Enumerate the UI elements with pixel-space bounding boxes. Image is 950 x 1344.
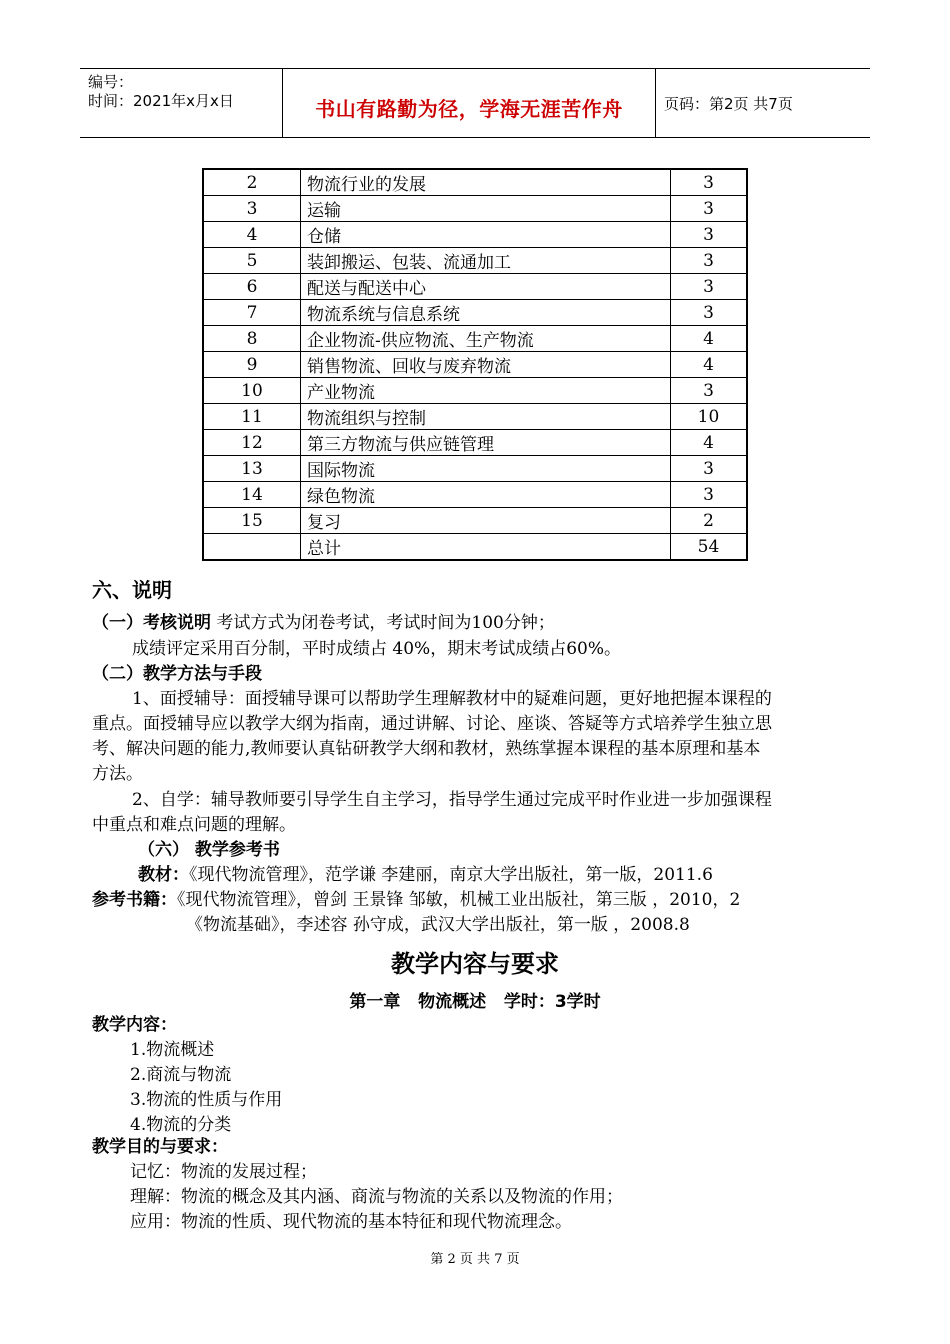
textbook-line: [138, 862, 713, 888]
refbook-line: [92, 887, 740, 913]
refbook-text-1: 《现代物流管理》，曾剑 王景锋 邹敏，机械工业出版社，第三版 ，2010，2: [177, 890, 741, 910]
table-row: [203, 456, 747, 482]
page-header: [80, 68, 870, 138]
row-topic: 配送与配送中心: [301, 274, 671, 300]
motto: 书山有路勤为径，学海无涯苦作舟: [315, 97, 623, 121]
table-row: [203, 274, 747, 300]
goal-item: 应用：物流的性质、现代物流的基本特征和现代物流理念。: [130, 1212, 572, 1232]
textbook-text: 《现代物流管理》，范学谦 李建丽，南京大学出版社，第一版，2011.6: [189, 865, 713, 885]
table-row: [203, 169, 747, 196]
list-item: 4.物流的分类: [130, 1115, 232, 1135]
row-topic: 国际物流: [301, 456, 671, 482]
row-hours: 2: [671, 508, 748, 534]
row-number: 4: [203, 222, 301, 248]
method-p2-l1: 2、自学：辅导教师要引导学生自主学习，指导学生通过完成平时作业进一步加强课程: [132, 790, 772, 810]
header-page-cell: [656, 69, 870, 137]
row-topic: 物流行业的发展: [301, 169, 671, 196]
method-p1-l4: 方法。: [92, 764, 143, 784]
row-topic: 销售物流、回收与废弃物流: [301, 352, 671, 378]
row-number: 13: [203, 456, 301, 482]
row-number: 7: [203, 300, 301, 326]
row-number: 8: [203, 326, 301, 352]
row-hours: 10: [671, 404, 748, 430]
refbook-text-2: 《物流基础》，李述容 孙守成，武汉大学出版社，第一版 ，2008.8: [186, 915, 690, 935]
row-hours: 3: [671, 378, 748, 404]
list-item: 2.商流与物流: [130, 1065, 232, 1085]
row-number: 11: [203, 404, 301, 430]
exam-line: [92, 610, 555, 636]
row-topic: 绿色物流: [301, 482, 671, 508]
row-hours: 4: [671, 352, 748, 378]
row-hours: 4: [671, 430, 748, 456]
method-p1-l3: 考、解决问题的能力,教师要认真钻研教学大纲和教材，熟练掌握本课程的基本原理和基本: [92, 739, 761, 759]
grade-text: 成绩评定采用百分制，平时成绩占 40%，期末考试成绩占60%。: [132, 639, 621, 659]
refbook-label: 参考书籍：: [92, 890, 177, 910]
table-row: [203, 534, 747, 561]
row-number: 12: [203, 430, 301, 456]
row-hours: 3: [671, 482, 748, 508]
table-row: [203, 508, 747, 534]
method-p1-l2: 重点。面授辅导应以教学大纲为指南，通过讲解、讨论、座谈、答疑等方式培养学生独立思: [92, 714, 772, 734]
method-p1-l1: 1、面授辅导：面授辅导课可以帮助学生理解教材中的疑难问题，更好地把握本课程的: [132, 689, 772, 709]
row-number: 6: [203, 274, 301, 300]
row-hours: 3: [671, 222, 748, 248]
table-row: [203, 404, 747, 430]
content-label: 教学内容：: [92, 1015, 177, 1035]
exam-text: 考试方式为闭卷考试，考试时间为100分钟；: [216, 613, 555, 633]
section-heading: 六、说明: [92, 578, 172, 602]
row-hours: 3: [671, 169, 748, 196]
row-hours: 3: [671, 196, 748, 222]
row-topic: 产业物流: [301, 378, 671, 404]
header-motto-cell: [283, 69, 656, 137]
row-topic: 物流组织与控制: [301, 404, 671, 430]
row-hours: 3: [671, 274, 748, 300]
row-topic: 总计: [301, 534, 671, 561]
row-hours: 4: [671, 326, 748, 352]
time-label: 时间：2021年x月x日: [88, 92, 234, 110]
number-label: 编号：: [88, 73, 134, 91]
table-row: [203, 222, 747, 248]
list-item: 1.物流概述: [130, 1040, 215, 1060]
exam-label: （一）考核说明: [92, 613, 211, 633]
table-row: [203, 482, 747, 508]
row-number: 14: [203, 482, 301, 508]
row-number: 10: [203, 378, 301, 404]
page-footer: 第 2 页 共 7 页: [430, 1252, 520, 1267]
row-topic: 装卸搬运、包装、流通加工: [301, 248, 671, 274]
page-info: 页码：第2页 共7页: [664, 95, 793, 113]
row-hours: 3: [671, 300, 748, 326]
table-row: [203, 352, 747, 378]
row-number: 15: [203, 508, 301, 534]
row-number: 2: [203, 169, 301, 196]
list-item: 3.物流的性质与作用: [130, 1090, 283, 1110]
row-topic: 第三方物流与供应链管理: [301, 430, 671, 456]
row-hours: 3: [671, 248, 748, 274]
row-number: [203, 534, 301, 561]
row-topic: 仓储: [301, 222, 671, 248]
schedule-table: [202, 168, 748, 561]
table-row: [203, 300, 747, 326]
goal-item: 理解：物流的概念及其内涵、商流与物流的关系以及物流的作用；: [130, 1187, 623, 1207]
row-topic: 物流系统与信息系统: [301, 300, 671, 326]
row-topic: 运输: [301, 196, 671, 222]
row-topic: 复习: [301, 508, 671, 534]
chapter-title: 第一章 物流概述 学时：3学时: [349, 992, 601, 1012]
method-p2-l2: 中重点和难点问题的理解。: [92, 815, 296, 835]
ref-label: （六） 教学参考书: [138, 840, 280, 860]
row-number: 9: [203, 352, 301, 378]
table-row: [203, 196, 747, 222]
header-meta: [80, 69, 283, 137]
row-number: 5: [203, 248, 301, 274]
table-row: [203, 430, 747, 456]
content-title: 教学内容与要求: [391, 950, 559, 978]
table-row: [203, 248, 747, 274]
row-hours: 3: [671, 456, 748, 482]
row-number: 3: [203, 196, 301, 222]
goal-label: 教学目的与要求：: [92, 1137, 228, 1157]
table-row: [203, 378, 747, 404]
table-row: [203, 326, 747, 352]
method-label: （二）教学方法与手段: [92, 664, 262, 684]
row-topic: 企业物流-供应物流、生产物流: [301, 326, 671, 352]
row-hours: 54: [671, 534, 748, 561]
textbook-label: 教材：: [138, 865, 189, 885]
goal-item: 记忆：物流的发展过程；: [130, 1162, 317, 1182]
